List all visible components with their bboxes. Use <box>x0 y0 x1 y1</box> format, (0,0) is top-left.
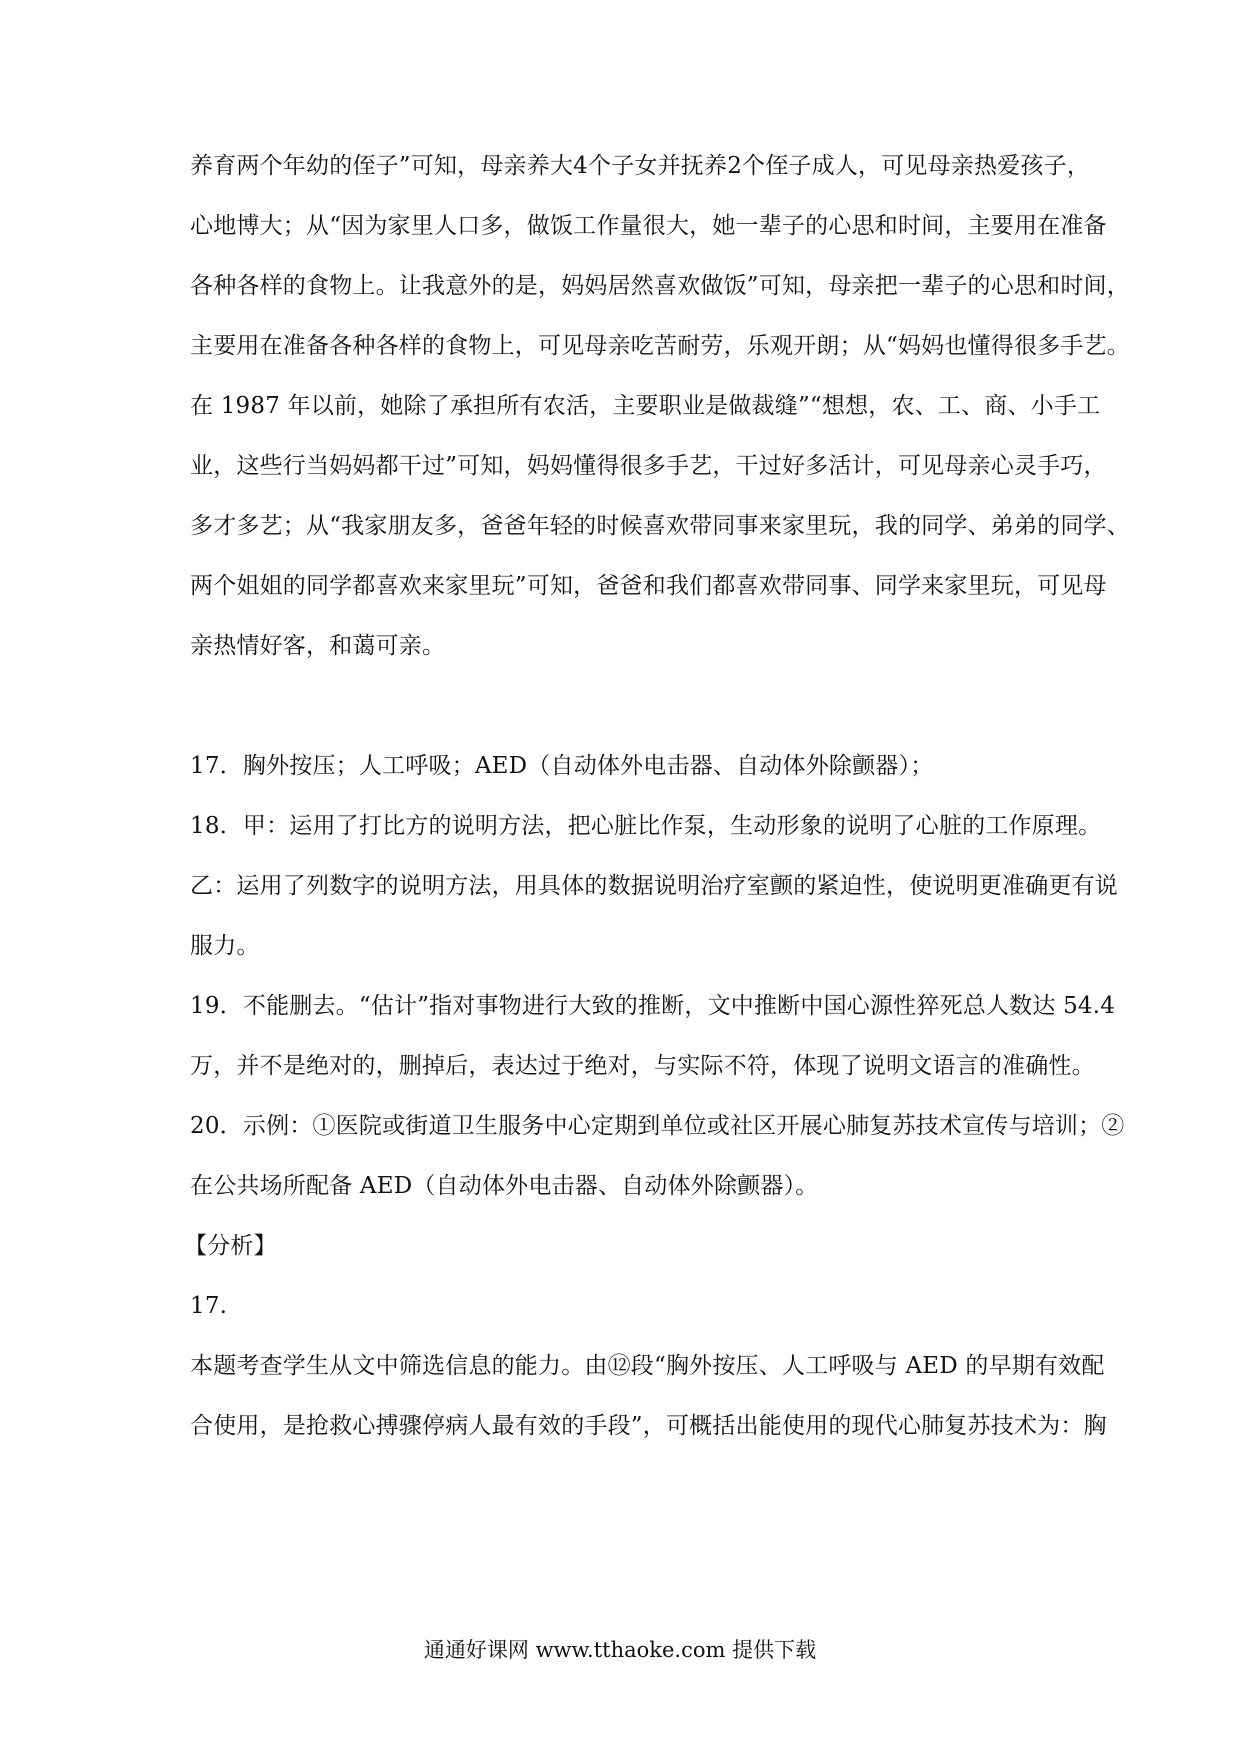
paragraph-line: 在 1987 年以前，她除了承担所有农活，主要职业是做裁缝”“想想，农、工、商、小手工 <box>190 393 1101 419</box>
analysis-line: 本题考查学生从文中筛选信息的能力。由⑫段“胸外按压、人工呼吸与 AED 的早期有效配 <box>190 1353 1105 1379</box>
paragraph-line: 多才多艺；从“我家朋友多，爸爸年轻的时候喜欢带同事来家里玩，我的同学、弟弟的同学、 <box>190 513 1130 539</box>
answer-18-line: 18．甲：运用了打比方的说明方法，把心脏比作泵，生动形象的说明了心脏的工作原理。 <box>190 813 1102 839</box>
paragraph-line: 心地博大；从“因为家里人口多，做饭工作量很大，她一辈子的心思和时间，主要用在准备 <box>190 213 1107 239</box>
answer-20-line: 20．示例：①医院或街道卫生服务中心定期到单位或社区开展心肺复苏技术宣传与培训；② <box>190 1113 1125 1139</box>
answer-20-line: 在公共场所配备 AED（自动体外电击器、自动体外除颤器）。 <box>190 1173 819 1199</box>
answer-17: 17．胸外按压；人工呼吸；AED（自动体外电击器、自动体外除颤器）； <box>190 753 934 779</box>
paragraph-line: 亲热情好客，和蔼可亲。 <box>190 633 446 659</box>
paragraph-line: 各种各样的食物上。让我意外的是，妈妈居然喜欢做饭”可知，母亲把一辈子的心思和时间， <box>190 273 1130 299</box>
answer-18-line: 乙：运用了列数字的说明方法，用具体的数据说明治疗室颤的紧迫性，使说明更准确更有说 <box>190 873 1118 899</box>
answer-18-line: 服力。 <box>190 933 260 959</box>
paragraph-line: 业，这些行当妈妈都干过”可知，妈妈懂得很多手艺，干过好多活计，可见母亲心灵手巧， <box>190 453 1107 479</box>
paragraph-line: 养育两个年幼的侄子”可知，母亲养大4个子女并抚养2个侄子成人，可见母亲热爱孩子， <box>190 153 1091 179</box>
analysis-heading: 【分析】 <box>184 1233 277 1259</box>
paragraph-line: 主要用在准备各种各样的食物上，可见母亲吃苦耐劳，乐观开朗；从“妈妈也懂得很多手艺。 <box>190 333 1130 359</box>
analysis-question-number: 17. <box>190 1293 228 1319</box>
paragraph-line: 两个姐姐的同学都喜欢来家里玩”可知，爸爸和我们都喜欢带同事、同学来家里玩，可见母 <box>190 573 1107 599</box>
answer-19-line: 19．不能删去。“估计”指对事物进行大致的推断，文中推断中国心源性猝死总人数达 54.4 <box>190 993 1116 1019</box>
analysis-line: 合使用，是抢救心搏骤停病人最有效的手段”，可概括出能使用的现代心肺复苏技术为：胸 <box>190 1413 1107 1439</box>
answer-19-line: 万，并不是绝对的，删掉后，表达过于绝对，与实际不符，体现了说明文语言的准确性。 <box>190 1053 1095 1079</box>
footer-watermark: 通通好课网 www.tthaoke.com 提供下载 <box>423 1638 817 1662</box>
